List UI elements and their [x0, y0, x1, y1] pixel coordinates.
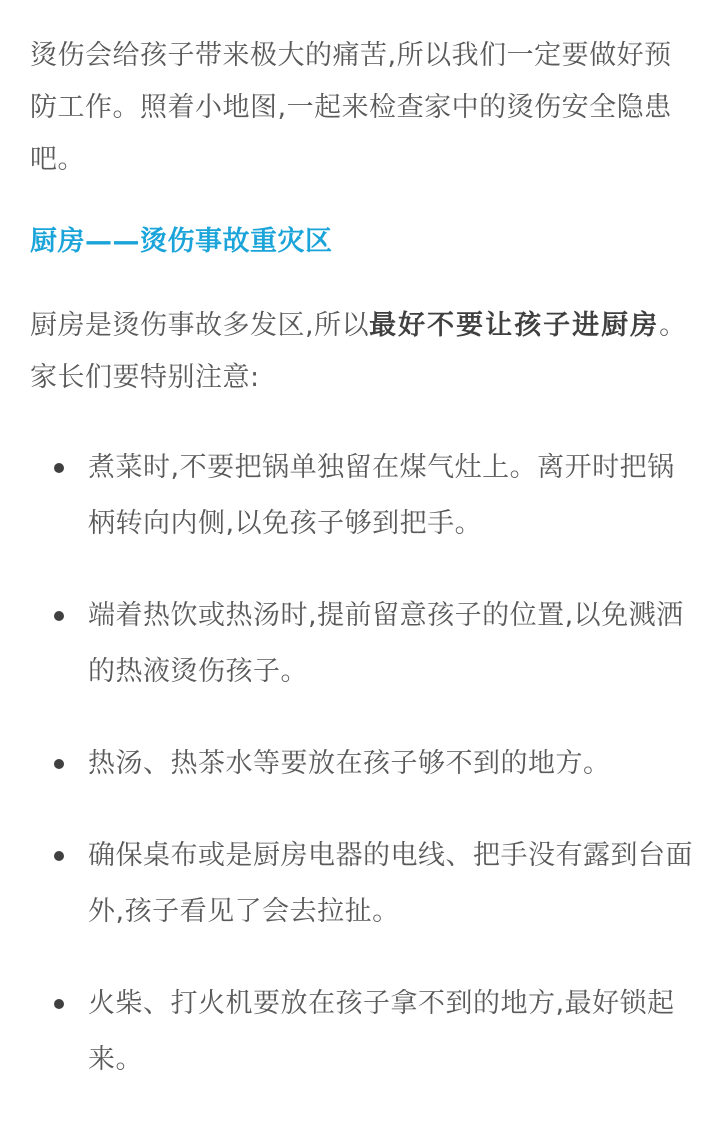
list-item-text: 火柴、打火机要放在孩子拿不到的地方,最好锁起来。	[88, 988, 675, 1075]
list-item-text: 确保桌布或是厨房电器的电线、把手没有露到台面外,孩子看见了会去拉扯。	[88, 840, 693, 927]
list-item	[30, 588, 694, 700]
bullet-dot-icon	[54, 463, 64, 473]
list-item	[30, 736, 694, 792]
list-item	[30, 440, 694, 552]
bullet-dot-icon	[54, 851, 64, 861]
safety-tips-list	[30, 440, 694, 1124]
kitchen-intro-text: 厨房是烫伤事故多发区,所以	[30, 310, 370, 341]
bullet-dot-icon	[54, 759, 64, 769]
list-item	[30, 976, 694, 1088]
kitchen-intro-paragraph	[30, 300, 694, 404]
list-item-text: 煮菜时,不要把锅单独留在煤气灶上。离开时把锅柄转向内侧,以免孩子够到把手。	[88, 452, 675, 539]
list-item-text: 热汤、热茶水等要放在孩子够不到的地方。	[88, 748, 611, 779]
list-item-text: 端着热饮或热汤时,提前留意孩子的位置,以免溅洒的热液烫伤孩子。	[88, 600, 684, 687]
kitchen-intro-tail: 。家长们要特别注意:	[30, 310, 687, 393]
section-heading: 厨房——烫伤事故重灾区	[30, 226, 333, 257]
bullet-dot-icon	[54, 611, 64, 621]
kitchen-intro-emphasis: 最好不要让孩子进厨房	[369, 310, 660, 341]
bullet-dot-icon	[54, 999, 64, 1009]
list-item	[30, 828, 694, 940]
intro-paragraph: 烫伤会给孩子带来极大的痛苦,所以我们一定要做好预防工作。照着小地图,一起来检查家中的烫伤安全隐患吧。	[30, 40, 672, 175]
